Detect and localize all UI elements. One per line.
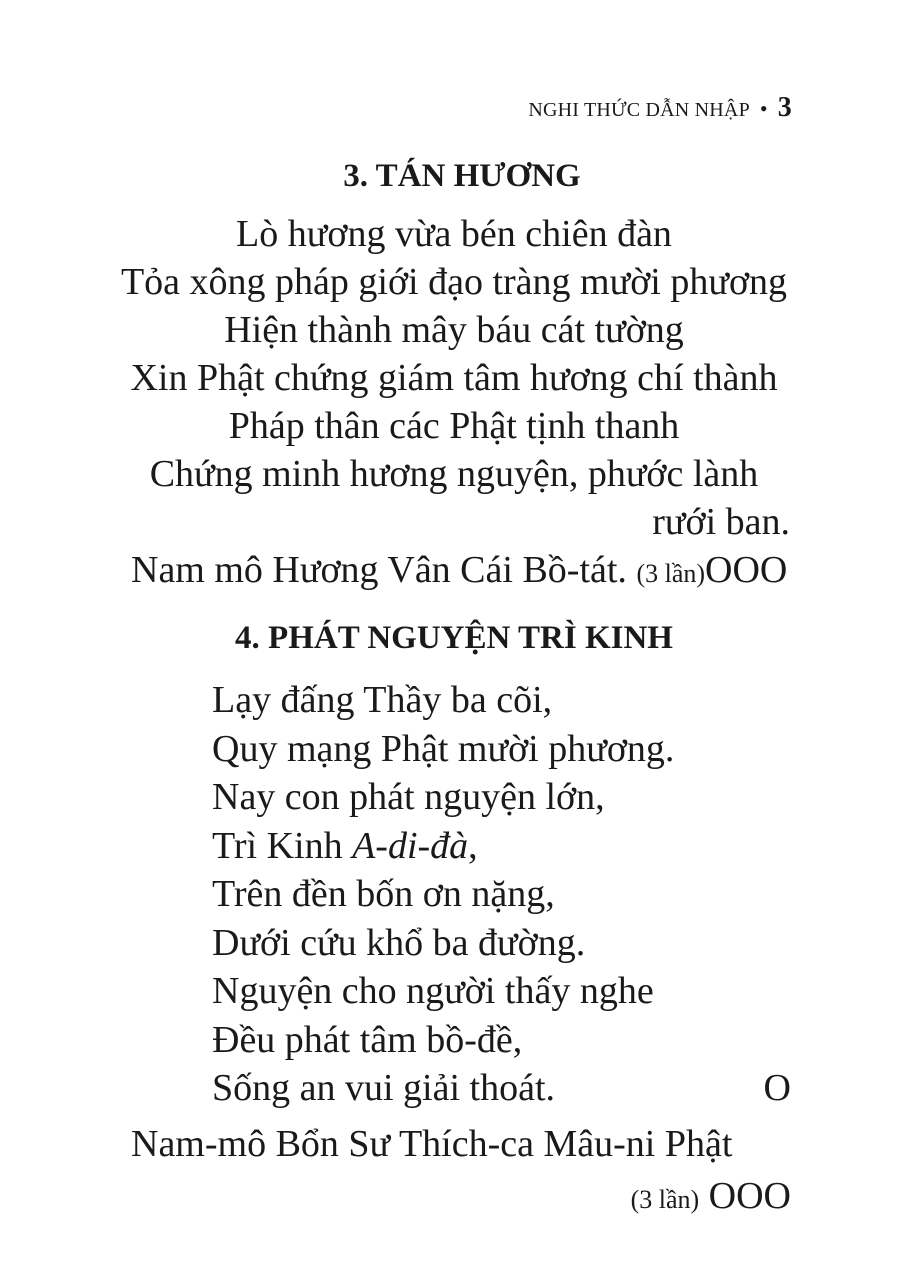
verse-line — [212, 1064, 797, 1113]
verse-line: Chứng minh hương nguyện, phước lành — [149, 453, 759, 495]
running-header — [528, 92, 792, 124]
verse-line: Pháp thân các Phật tịnh thanh — [228, 405, 680, 447]
section-4-verse — [212, 676, 797, 1113]
verse-punctuation: , — [468, 824, 478, 867]
page-number: 3 — [777, 92, 792, 123]
verse-text: Sống an vui giải thoát. — [212, 1067, 556, 1109]
header-bullet: • — [759, 96, 768, 121]
verse-line: Xin Phật chứng giám tâm hương chí thành — [130, 357, 778, 399]
bell-marks: OOO — [705, 549, 788, 591]
verse-line: Nay con phát nguyện lớn, — [212, 776, 605, 818]
verse-line: Đều phát tâm bồ-đề, — [212, 1018, 523, 1061]
bell-marks: OOO — [708, 1175, 791, 1217]
running-title: NGHI THỨC DẪN NHẬP — [528, 99, 750, 121]
section-3-invocation — [0, 546, 908, 594]
invocation-repeat — [131, 1170, 791, 1222]
verse-line: Hiện thành mây báu cát tường — [224, 309, 684, 351]
verse-line: Dưới cứu khổ ba đường. — [212, 921, 586, 964]
sutra-name: A-di-đà — [352, 824, 469, 867]
repeat-note: (3 lần) — [630, 1185, 700, 1214]
verse-line — [212, 822, 797, 871]
bell-mark: O — [763, 1067, 791, 1109]
invocation-text: Nam-mô Bổn Sư Thích-ca Mâu-ni Phật — [131, 1123, 733, 1165]
section-3-title: 3. TÁN HƯƠNG — [343, 158, 581, 194]
verse-line: Lạy đấng Thầy ba cõi, — [212, 679, 553, 721]
verse-line: Quy mạng Phật mười phương. — [212, 727, 675, 770]
verse-text: Trì Kinh — [212, 824, 343, 867]
section-4-title: 4. PHÁT NGUYỆN TRÌ KINH — [235, 620, 673, 656]
verse-line: Lò hương vừa bén chiên đàn — [236, 213, 672, 255]
verse-line: Trên đền bốn ơn nặng, — [212, 873, 555, 915]
section-3-verse — [0, 210, 908, 594]
verse-line-continuation: rưới ban. — [652, 501, 790, 543]
section-4-invocation — [131, 1118, 791, 1222]
verse-line: Nguyện cho người thấy nghe — [212, 970, 654, 1012]
verse-line: Tỏa xông pháp giới đạo tràng mười phương — [120, 261, 788, 303]
invocation-text: Nam mô Hương Vân Cái Bồ-tát. — [131, 549, 627, 591]
repeat-note: (3 lần) — [636, 559, 706, 588]
